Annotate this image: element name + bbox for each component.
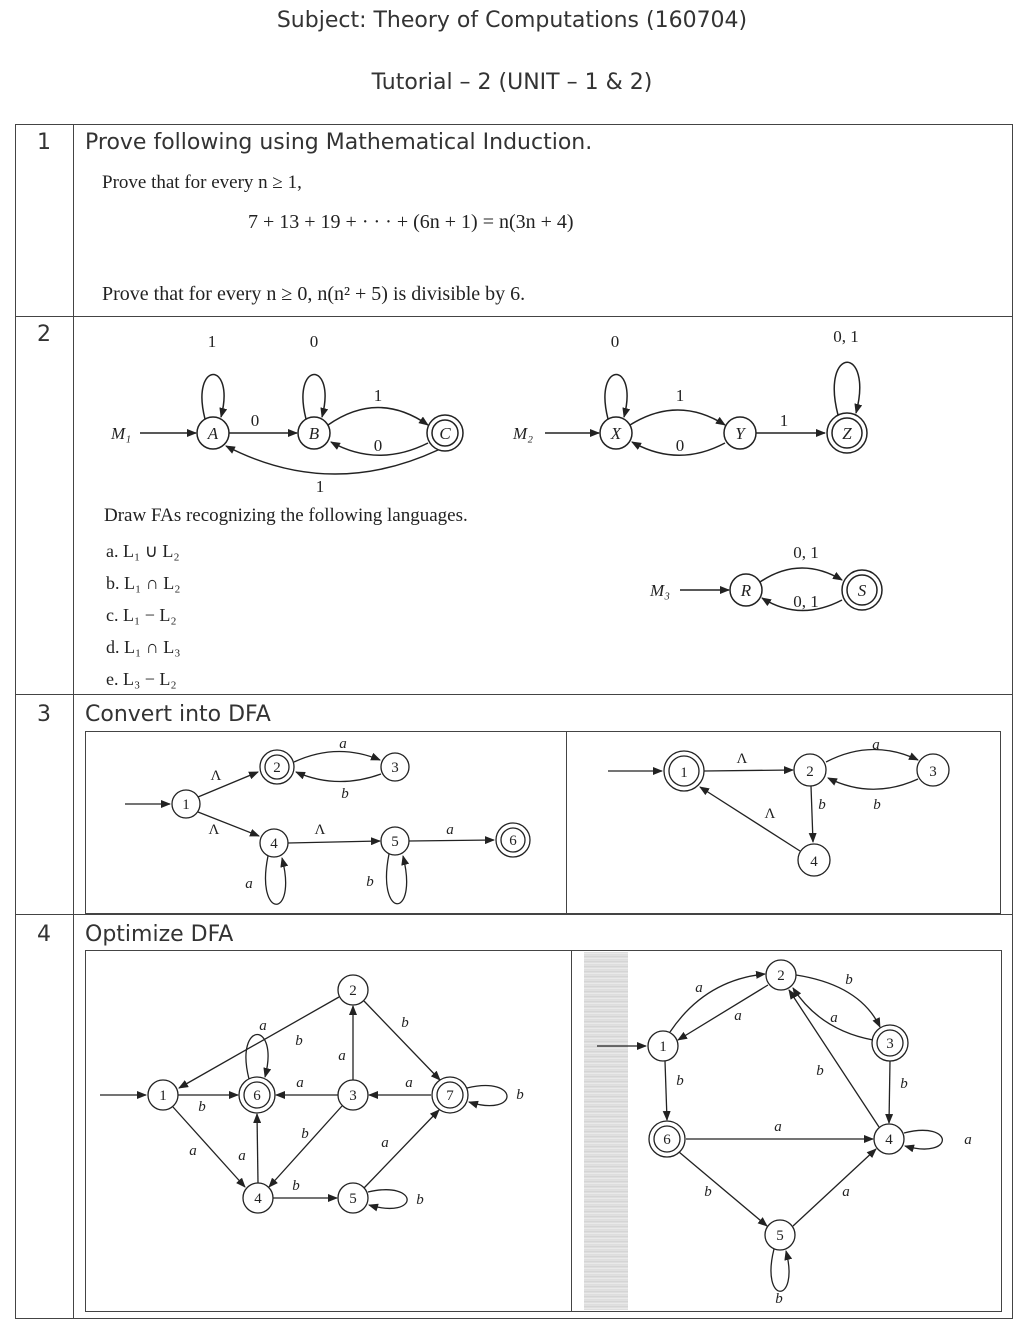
transition-label: b — [704, 1184, 712, 1200]
language-item: c. L₁ − L₂ — [106, 605, 177, 625]
state-label: Z — [842, 424, 852, 443]
state-label: C — [439, 424, 451, 443]
state-label: 4 — [810, 854, 818, 870]
state-label: 1 — [182, 797, 190, 813]
state-label: Y — [735, 424, 745, 443]
transition-label: 1 — [315, 477, 325, 496]
transition-label: b — [366, 874, 374, 890]
transition-label: 0 — [373, 436, 383, 455]
transition-label: a — [259, 1018, 267, 1034]
tutorial-title: Tutorial – 2 (UNIT – 1 & 2) — [371, 70, 653, 95]
statement-1: Prove that for every n ≥ 1, — [102, 172, 302, 193]
formula: 7 + 13 + 19 + · · · + (6n + 1) = n(3n + 4) — [248, 211, 574, 233]
language-item: d. L₁ ∩ L₃ — [106, 637, 181, 657]
transition-label: a — [338, 1048, 346, 1064]
transition-label: Λ — [736, 751, 748, 767]
state-label: 5 — [391, 834, 399, 850]
transition-label: a — [381, 1135, 389, 1151]
state-label: 1 — [659, 1039, 667, 1055]
state-label: S — [857, 581, 867, 600]
transition-label: b — [775, 1291, 783, 1307]
transition-label: 0, 1 — [793, 592, 819, 611]
transition-label: a — [842, 1184, 850, 1200]
transition-label: 0 — [309, 332, 319, 351]
state-label: R — [740, 581, 752, 600]
m1-name: M₁ — [110, 424, 132, 443]
question-number: 3 — [37, 702, 51, 727]
state-label: 7 — [446, 1088, 454, 1104]
transition-label: 0 — [675, 436, 685, 455]
transition-label: b — [401, 1015, 409, 1031]
state-label: 2 — [806, 764, 814, 780]
state-label: 6 — [663, 1132, 671, 1148]
question-title: Prove following using Mathematical Induction. — [85, 130, 593, 155]
instruction: Draw FAs recognizing the following languages. — [104, 505, 468, 526]
state-label: 2 — [777, 968, 785, 984]
transition-label: Λ — [764, 806, 776, 822]
transition-label: a — [245, 876, 253, 892]
state-label: B — [308, 424, 320, 443]
subject-title: Subject: Theory of Computations (160704) — [276, 8, 748, 33]
state-label: 3 — [349, 1088, 357, 1104]
transition-label: Λ — [210, 768, 222, 784]
state-label: 6 — [253, 1088, 261, 1104]
state-label: X — [610, 424, 622, 443]
transition-label: b — [516, 1087, 524, 1103]
transition-label: Λ — [208, 822, 220, 838]
transition-label: 0 — [610, 332, 620, 351]
question-number: 4 — [37, 922, 51, 947]
transition-label: b — [341, 786, 349, 802]
question-title: Optimize DFA — [85, 922, 234, 947]
transition-label: a — [446, 822, 454, 838]
transition-label: b — [816, 1063, 824, 1079]
question-number: 1 — [37, 130, 51, 155]
transition-label: 1 — [207, 332, 217, 351]
state-label: 5 — [349, 1191, 357, 1207]
question-title: Convert into DFA — [85, 702, 271, 727]
transition-label: 1 — [675, 386, 685, 405]
transition-label: b — [295, 1033, 303, 1049]
state-label: 3 — [886, 1036, 894, 1052]
transition-label: a — [189, 1143, 197, 1159]
state-label: 5 — [776, 1228, 784, 1244]
transition-label: a — [339, 736, 347, 752]
state-label: 3 — [929, 764, 937, 780]
transition-label: 0, 1 — [793, 543, 819, 562]
m3-name: M₃ — [649, 581, 671, 600]
transition-label: a — [872, 737, 880, 753]
transition-label: a — [774, 1119, 782, 1135]
transition-label: a — [734, 1008, 742, 1024]
transition-label: b — [873, 797, 881, 813]
statement-2: Prove that for every n ≥ 0, n(n² + 5) is divisible by 6. — [102, 283, 526, 305]
transition-label: 1 — [373, 386, 383, 405]
transition-label: b — [900, 1076, 908, 1092]
transition-label: b — [301, 1126, 309, 1142]
transition-label: a — [296, 1075, 304, 1091]
transition-label: b — [845, 972, 853, 988]
state-label: 4 — [254, 1191, 262, 1207]
state-label: 4 — [885, 1132, 893, 1148]
state-label: 4 — [270, 836, 278, 852]
language-item: b. L₁ ∩ L₂ — [106, 573, 181, 593]
state-label: 2 — [349, 983, 357, 999]
state-label: 2 — [273, 760, 281, 776]
m2-name: M₂ — [512, 424, 534, 443]
transition-label: Λ — [314, 822, 326, 838]
state-label: 1 — [159, 1088, 167, 1104]
language-item: a. L₁ ∪ L₂ — [106, 541, 180, 561]
transition-label: a — [238, 1148, 246, 1164]
transition-label: a — [964, 1132, 972, 1148]
question-number: 2 — [37, 322, 51, 347]
state-label: 1 — [680, 765, 688, 781]
transition-label: a — [695, 980, 703, 996]
transition-label: 0, 1 — [833, 327, 859, 346]
transition-label: a — [830, 1010, 838, 1026]
transition-label: b — [416, 1192, 424, 1208]
transition-label: b — [292, 1178, 300, 1194]
state-label: 6 — [509, 833, 517, 849]
transition-label: b — [818, 797, 826, 813]
transition-label: 0 — [250, 411, 260, 430]
transition-label: b — [676, 1073, 684, 1089]
state-label: 3 — [391, 760, 399, 776]
language-item: e. L₃ − L₂ — [106, 669, 177, 689]
transition-label: 1 — [779, 411, 789, 430]
state-label: A — [207, 424, 219, 443]
transition-label: a — [405, 1075, 413, 1091]
transition-label: b — [198, 1099, 206, 1115]
